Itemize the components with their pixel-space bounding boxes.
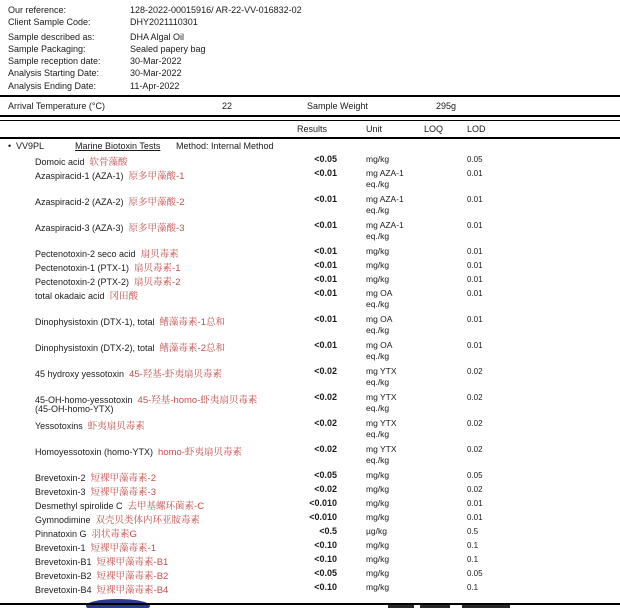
tests-table <box>0 141 620 596</box>
footer-divider <box>0 603 620 606</box>
lod-value: 0.01 <box>467 513 483 522</box>
info-value: DHY2021110301 <box>130 17 198 28</box>
double-divider-top <box>0 115 620 117</box>
test-name-chinese: 原多甲藻酸-1 <box>128 171 185 182</box>
header-info-row <box>0 56 620 68</box>
test-name-en: Desmethyl spirolide C <box>35 501 123 511</box>
lod-value: 0.02 <box>467 367 483 376</box>
section-code: VV9PL <box>16 141 45 151</box>
test-row <box>0 314 620 340</box>
info-value: 30-Mar-2022 <box>130 56 182 67</box>
test-name <box>35 512 200 526</box>
test-name-en: Domoic acid <box>35 157 85 167</box>
test-name-chinese: 鳍藻毒素-1总和 <box>159 317 225 328</box>
test-row <box>0 154 620 168</box>
test-row <box>0 260 620 274</box>
test-name-chinese: 原多甲藻酸-3 <box>128 223 185 234</box>
info-value: 11-Apr-2022 <box>130 80 180 91</box>
header-info-block <box>0 5 620 93</box>
lod-value: 0.02 <box>467 393 483 402</box>
arrival-temperature-value: 22 <box>222 101 233 111</box>
test-name-chinese: 短裸甲藻毒素-1 <box>90 543 156 554</box>
unit-line1: mg/kg <box>366 498 390 508</box>
lod-value: 0.01 <box>467 499 483 508</box>
test-row <box>0 484 620 498</box>
result-value: <0.01 <box>314 246 337 256</box>
result-value: <0.02 <box>314 444 337 454</box>
result-value: <0.010 <box>309 512 337 522</box>
divider-above-arrival <box>0 95 620 97</box>
result-value: <0.05 <box>314 470 337 480</box>
test-name <box>35 582 168 596</box>
unit-value <box>366 366 397 388</box>
lod-value: 0.01 <box>467 247 483 256</box>
unit-value <box>366 526 387 537</box>
test-name <box>35 168 184 182</box>
result-value: <0.010 <box>309 498 337 508</box>
test-name-chinese: 短裸甲藻毒素-B1 <box>96 557 169 568</box>
unit-value <box>366 246 389 257</box>
test-name <box>35 568 168 582</box>
test-row <box>0 554 620 568</box>
test-row <box>0 274 620 288</box>
unit-line1: mg/kg <box>366 568 390 578</box>
test-name-chinese: 扇贝毒素-2 <box>134 277 181 288</box>
lod-value: 0.5 <box>467 527 479 536</box>
lod-value: 0.01 <box>467 289 483 298</box>
result-value: <0.05 <box>314 154 337 164</box>
test-row <box>0 470 620 484</box>
test-row <box>0 498 620 512</box>
result-value: <0.10 <box>314 582 337 592</box>
test-name <box>35 498 204 512</box>
unit-line1: mg/kg <box>366 246 390 256</box>
unit-line1: µg/kg <box>366 526 387 536</box>
unit-value <box>366 498 389 509</box>
test-name-chinese: 短裸甲藻毒素-3 <box>90 487 156 498</box>
test-row <box>0 568 620 582</box>
column-header-row <box>0 124 620 136</box>
info-label: Analysis Ending Date: <box>8 80 97 91</box>
unit-line2: eq./kg <box>366 205 390 215</box>
test-name <box>35 288 138 302</box>
result-value: <0.05 <box>314 568 337 578</box>
divider-below-column-headers <box>0 137 620 139</box>
unit-line2: eq./kg <box>366 351 390 361</box>
column-header-loq: LOQ <box>424 124 444 134</box>
header-info-row <box>0 17 620 29</box>
test-name-en: Pectenotoxin-2 seco acid <box>35 249 136 259</box>
test-row <box>0 526 620 540</box>
test-row <box>0 418 620 444</box>
test-name-chinese: 原多甲藻酸-2 <box>128 197 185 208</box>
info-value: 128-2022-00015916/ AR-22-VV-016832-02 <box>130 5 302 15</box>
unit-line1: mg OA <box>366 314 393 324</box>
lod-value: 0.01 <box>467 221 483 230</box>
unit-line1: mg OA <box>366 288 393 298</box>
test-name-en: Brevetoxin-2 <box>35 473 86 483</box>
result-value: <0.01 <box>314 220 337 230</box>
unit-line1: mg/kg <box>366 274 390 284</box>
column-header-lod: LOD <box>467 124 486 134</box>
unit-line1: mg/kg <box>366 512 390 522</box>
test-name-chinese: 扇贝毒素 <box>140 249 179 260</box>
test-name <box>35 260 181 274</box>
unit-value <box>366 168 404 190</box>
header-info-row <box>0 44 620 56</box>
test-name <box>35 154 128 168</box>
unit-line1: mg/kg <box>366 582 390 592</box>
test-name <box>35 246 179 260</box>
unit-line2: eq./kg <box>366 377 390 387</box>
sample-weight-value: 295g <box>436 101 457 111</box>
test-name-en: Azaspiracid-3 (AZA-3) <box>35 223 124 233</box>
test-row <box>0 366 620 392</box>
test-name-chinese: 软骨藻酸 <box>89 157 128 168</box>
result-value: <0.01 <box>314 288 337 298</box>
test-name <box>35 366 222 380</box>
test-row <box>0 288 620 314</box>
test-name-en: total okadaic acid <box>35 291 105 301</box>
unit-line1: mg/kg <box>366 470 390 480</box>
test-name-en: Pectenotoxin-1 (PTX-1) <box>35 263 130 273</box>
unit-value <box>366 194 404 216</box>
unit-line1: mg/kg <box>366 154 390 164</box>
unit-line2: eq./kg <box>366 455 390 465</box>
unit-value <box>366 288 392 310</box>
result-value: <0.02 <box>314 484 337 494</box>
test-name-chinese: 短裸甲藻毒素-B2 <box>96 571 169 582</box>
test-name <box>35 554 168 568</box>
unit-value <box>366 554 389 565</box>
lod-value: 0.01 <box>467 169 483 178</box>
test-name <box>35 444 242 458</box>
test-name-chinese: 45-羟基-homo-虾夷扇贝毒素 <box>137 395 258 406</box>
test-section-header <box>0 141 620 154</box>
lod-value: 0.05 <box>467 155 483 164</box>
test-name-en: Brevetoxin-B4 <box>35 585 92 595</box>
result-value: <0.02 <box>314 392 337 402</box>
unit-value <box>366 470 389 481</box>
result-value: <0.01 <box>314 168 337 178</box>
lod-value: 0.01 <box>467 275 483 284</box>
test-name-en: Azaspiracid-1 (AZA-1) <box>35 171 124 181</box>
arrival-row <box>0 101 620 113</box>
unit-line2: eq./kg <box>366 429 390 439</box>
test-name-en: Yessotoxins <box>35 421 83 431</box>
result-value: <0.01 <box>314 314 337 324</box>
unit-value <box>366 444 397 466</box>
result-value: <0.02 <box>314 418 337 428</box>
test-name <box>35 526 137 540</box>
unit-value <box>366 340 392 362</box>
unit-value <box>366 274 389 285</box>
result-value: <0.10 <box>314 554 337 564</box>
lod-value: 0.02 <box>467 419 483 428</box>
unit-value <box>366 484 389 495</box>
unit-value <box>366 392 397 414</box>
test-name-en: 45-OH-homo-yessotoxin <box>35 395 133 405</box>
test-row <box>0 444 620 470</box>
unit-line1: mg/kg <box>366 554 390 564</box>
test-name-chinese: 双壳贝类体内环亚胺毒素 <box>95 515 201 526</box>
column-header-results: Results <box>297 124 328 134</box>
result-value: <0.10 <box>314 540 337 550</box>
result-value: <0.01 <box>314 340 337 350</box>
info-label: Sample reception date: <box>8 56 101 67</box>
result-value: <0.01 <box>314 260 337 270</box>
info-value: DHA Algal Oil <box>130 31 185 42</box>
column-header-unit: Unit <box>366 124 383 134</box>
test-name <box>35 418 145 432</box>
test-row <box>0 246 620 260</box>
test-row <box>0 540 620 554</box>
test-name-en: Pectenotoxin-2 (PTX-2) <box>35 277 130 287</box>
lod-value: 0.02 <box>467 445 483 454</box>
unit-line1: mg/kg <box>366 260 390 270</box>
test-name-en: Dinophysistoxin (DTX-1), total <box>35 317 155 327</box>
unit-value <box>366 314 392 336</box>
test-row <box>0 194 620 220</box>
lod-value: 0.01 <box>467 195 483 204</box>
lod-value: 0.1 <box>467 541 479 550</box>
test-name-en: Dinophysistoxin (DTX-2), total <box>35 343 155 353</box>
unit-value <box>366 260 389 271</box>
test-row <box>0 392 620 418</box>
double-divider-bottom <box>0 120 620 122</box>
unit-value <box>366 512 389 523</box>
test-name-en: Pinnatoxin G <box>35 529 87 539</box>
test-row <box>0 582 620 596</box>
info-label: Sample described as: <box>8 31 95 42</box>
test-name-chinese: 羽状毒素G <box>91 529 137 540</box>
test-name <box>35 340 225 354</box>
test-name-en: Gymnodimine <box>35 515 91 525</box>
lod-value: 0.02 <box>467 485 483 494</box>
section-method: Method: Internal Method <box>176 141 274 151</box>
test-name <box>35 470 156 484</box>
unit-value <box>366 220 404 242</box>
info-label: Our reference: <box>8 5 67 15</box>
info-label: Client Sample Code: <box>8 17 91 28</box>
test-name-chinese: 鳍藻毒素-2总和 <box>159 343 225 354</box>
test-row <box>0 220 620 246</box>
test-name-chinese: 短裸甲藻毒素-2 <box>90 473 156 484</box>
test-name <box>35 314 225 328</box>
test-name-chinese: homo-虾夷扇贝毒素 <box>158 447 242 458</box>
test-name <box>35 274 181 288</box>
test-name <box>35 220 184 234</box>
tests-body <box>0 154 620 596</box>
unit-line1: mg AZA-1 <box>366 194 404 204</box>
result-value: <0.02 <box>314 366 337 376</box>
test-name-chinese: 45-羟基-虾夷扇贝毒素 <box>129 369 222 380</box>
header-info-row <box>0 68 620 80</box>
unit-line1: mg YTX <box>366 392 397 402</box>
test-name-chinese: 虾夷扇贝毒素 <box>87 421 145 432</box>
lod-value: 0.05 <box>467 569 483 578</box>
unit-line2: eq./kg <box>366 231 390 241</box>
test-name-chinese: 短裸甲藻毒素-B4 <box>96 585 169 596</box>
section-bullet-icon: • <box>8 141 12 151</box>
test-name <box>35 484 156 498</box>
info-value: Sealed papery bag <box>130 43 206 54</box>
unit-line1: mg YTX <box>366 418 397 428</box>
unit-value <box>366 568 389 579</box>
header-info-row <box>0 32 620 44</box>
test-name-chinese: 去甲基螺环菌素-C <box>127 501 205 512</box>
test-name-chinese: 冈田酸 <box>109 291 139 302</box>
lod-value: 0.05 <box>467 471 483 480</box>
section-name: Marine Biotoxin Tests <box>75 141 161 151</box>
unit-line2: eq./kg <box>366 299 390 309</box>
test-name <box>35 540 156 554</box>
test-name <box>35 194 184 208</box>
arrival-temperature-label: Arrival Temperature (°C) <box>8 101 105 111</box>
lod-value: 0.1 <box>467 555 479 564</box>
test-name-en: Brevetoxin-3 <box>35 487 86 497</box>
info-label: Sample Packaging: <box>8 43 86 54</box>
test-name-en: Brevetoxin-B1 <box>35 557 92 567</box>
test-name-en: Brevetoxin-B2 <box>35 571 92 581</box>
unit-line1: mg AZA-1 <box>366 168 404 178</box>
result-value: <0.01 <box>314 194 337 204</box>
header-info-row <box>0 5 620 17</box>
lod-value: 0.01 <box>467 341 483 350</box>
test-row <box>0 340 620 366</box>
test-name-line2: (45-OH-homo-YTX) <box>35 403 114 414</box>
result-value: <0.5 <box>319 526 337 536</box>
lod-value: 0.01 <box>467 315 483 324</box>
unit-value <box>366 154 389 165</box>
unit-value <box>366 418 397 440</box>
result-value: <0.01 <box>314 274 337 284</box>
test-name-en: 45 hydroxy yessotoxin <box>35 369 125 379</box>
sample-weight-label: Sample Weight <box>307 101 368 111</box>
unit-line1: mg YTX <box>366 366 397 376</box>
unit-line1: mg/kg <box>366 540 390 550</box>
unit-line1: mg OA <box>366 340 393 350</box>
header-info-row <box>0 81 620 93</box>
unit-line2: eq./kg <box>366 325 390 335</box>
lod-value: 0.1 <box>467 583 479 592</box>
unit-line2: eq./kg <box>366 179 390 189</box>
info-value: 30-Mar-2022 <box>130 68 182 79</box>
unit-value <box>366 582 389 593</box>
unit-line1: mg AZA-1 <box>366 220 404 230</box>
lod-value: 0.01 <box>467 261 483 270</box>
test-name-en: Brevetoxin-1 <box>35 543 86 553</box>
test-name-en: Azaspiracid-2 (AZA-2) <box>35 197 124 207</box>
unit-value <box>366 540 389 551</box>
test-name-chinese: 扇贝毒素-1 <box>134 263 181 274</box>
test-row <box>0 512 620 526</box>
test-row <box>0 168 620 194</box>
info-label: Analysis Starting Date: <box>8 68 100 79</box>
unit-line1: mg/kg <box>366 484 390 494</box>
unit-line1: mg YTX <box>366 444 397 454</box>
test-name-en: Homoyessotoxin (homo-YTX) <box>35 447 154 457</box>
unit-line2: eq./kg <box>366 403 390 413</box>
